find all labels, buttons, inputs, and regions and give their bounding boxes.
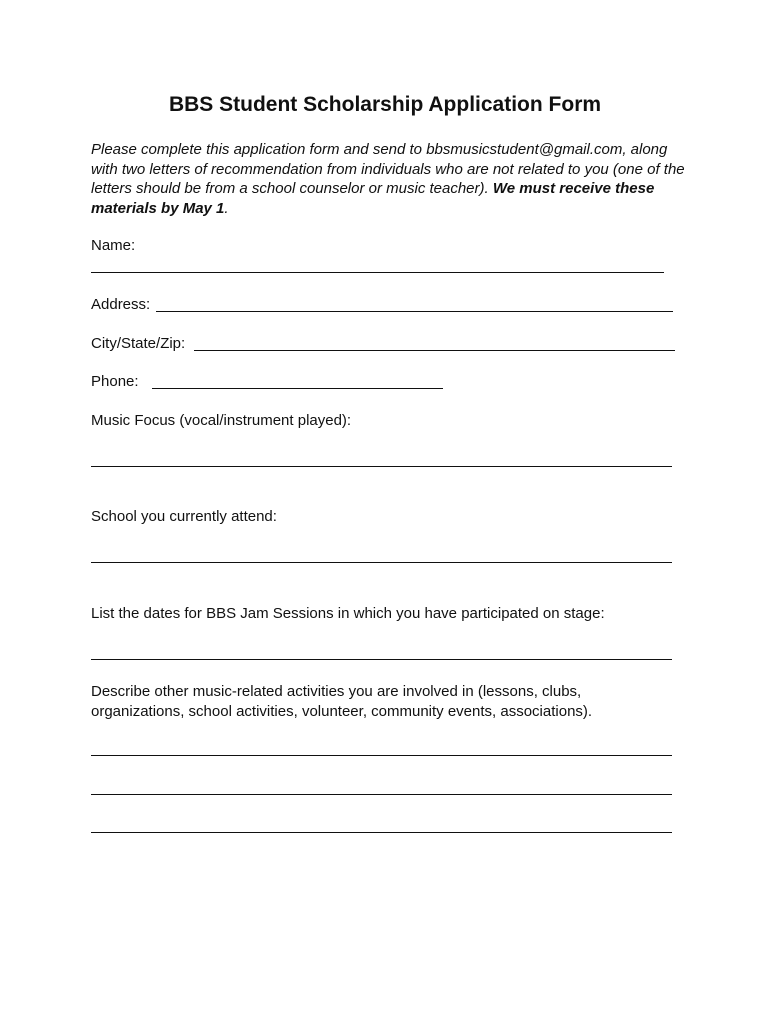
instructions-end: . bbox=[224, 199, 229, 217]
jam-sessions-field-line[interactable] bbox=[91, 659, 672, 660]
school-label: School you currently attend: bbox=[91, 508, 277, 525]
activities-field-line-2[interactable] bbox=[91, 794, 672, 795]
activities-label-line1: Describe other music-related activities you are involved in (lessons, clubs, bbox=[91, 683, 582, 700]
phone-field-line[interactable] bbox=[152, 388, 443, 389]
music-focus-label: Music Focus (vocal/instrument played): bbox=[91, 412, 352, 429]
form-instructions bbox=[91, 140, 691, 218]
school-field-line[interactable] bbox=[91, 562, 672, 563]
activities-field-line-1[interactable] bbox=[91, 755, 672, 756]
form-title: BBS Student Scholarship Application Form bbox=[168, 93, 602, 116]
city-state-zip-label: City/State/Zip: bbox=[91, 335, 186, 352]
name-field-line[interactable] bbox=[91, 272, 664, 273]
music-focus-field-line[interactable] bbox=[91, 466, 672, 467]
activities-label-line2: organizations, school activities, volunteer, community events, associations). bbox=[91, 703, 593, 720]
address-field-line[interactable] bbox=[156, 311, 673, 312]
activities-field-line-3[interactable] bbox=[91, 832, 672, 833]
city-state-zip-field-line[interactable] bbox=[194, 350, 675, 351]
address-label: Address: bbox=[91, 296, 151, 313]
name-label: Name: bbox=[91, 237, 136, 254]
jam-sessions-label: List the dates for BBS Jam Sessions in which you have participated on stage: bbox=[91, 605, 605, 622]
phone-label: Phone: bbox=[91, 373, 139, 390]
instructions-deadline: We must receive these materials by May 1 bbox=[91, 180, 655, 217]
instructions-text: Please complete this application form and send to bbsmusicstudent@gmail.com, along with two letters of recommendation from individuals who are not related to you (one of the letters should be from a school counselor or music teacher). bbox=[91, 141, 685, 197]
